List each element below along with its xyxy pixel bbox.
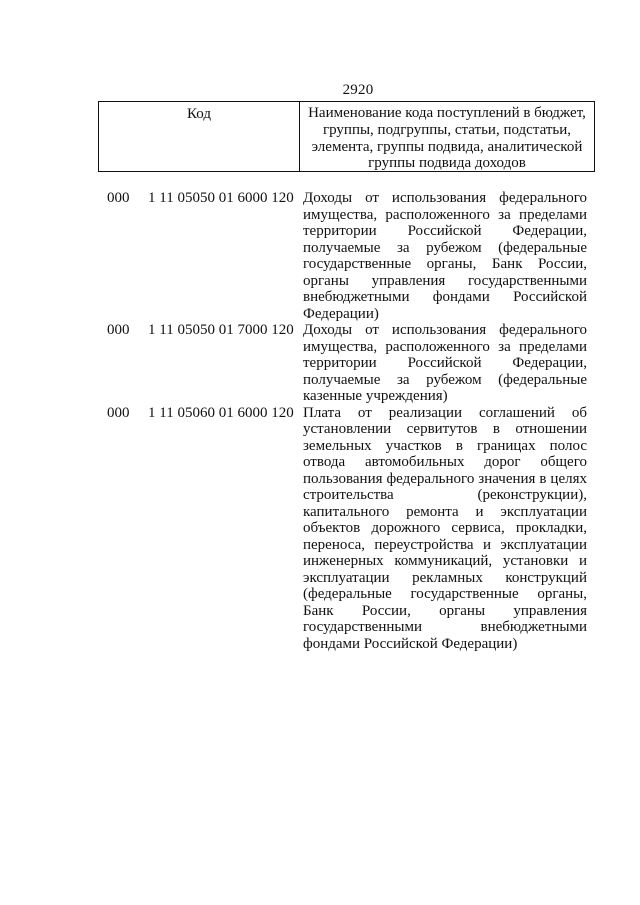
table-row [0, 190, 640, 322]
description-cell: Плата от реализации соглашений об установлении сервитутов в отношении земельных участков в границах полос отвода автомобильных дорог общего пользования федерального значения в целях строительства (реконструкции), капитального ремонта и эксплуатации объектов дорожного сервиса, прокладки, переноса, переустройства и эксплуатации инженерных коммуникаций, установки и эксплуатации рекламных конструкций (федеральные государственные органы, Банк России, органы управления государственными внебюджетными фондами Российской Федерации) [303, 404, 587, 652]
description-cell: Доходы от использования федерального имущества, расположенного за пределами территории Российской Федерации, получаемые за рубежом (федеральные государственные органы, Банк России, органы управления государственными внебюджетными фондами Российской Федерации) [303, 190, 587, 322]
table-header [98, 101, 595, 172]
admin-code-cell: 000 [107, 404, 130, 421]
header-code-label: Код [187, 106, 211, 122]
revenue-code-cell: 1 11 05050 01 6000 120 [148, 190, 294, 206]
admin-code-cell: 000 [107, 190, 130, 206]
admin-code-cell: 000 [107, 322, 130, 338]
table-row [0, 405, 640, 653]
table-row [0, 322, 640, 405]
table-body [0, 190, 640, 652]
header-name-label: Наименование кода поступлений в бюджет, группы, подгруппы, статьи, подстатьи, элемента, группы подвида, аналитической группы подвида доходов [308, 105, 586, 172]
revenue-code-cell: 1 11 05060 01 6000 120 [148, 404, 294, 421]
page-number: 2920 [342, 82, 374, 98]
revenue-code-cell: 1 11 05050 01 7000 120 [148, 322, 294, 338]
description-cell: Доходы от использования федерального имущества, расположенного за пределами территории Российской Федерации, получаемые за рубежом (федеральные казенные учреждения) [303, 322, 587, 404]
